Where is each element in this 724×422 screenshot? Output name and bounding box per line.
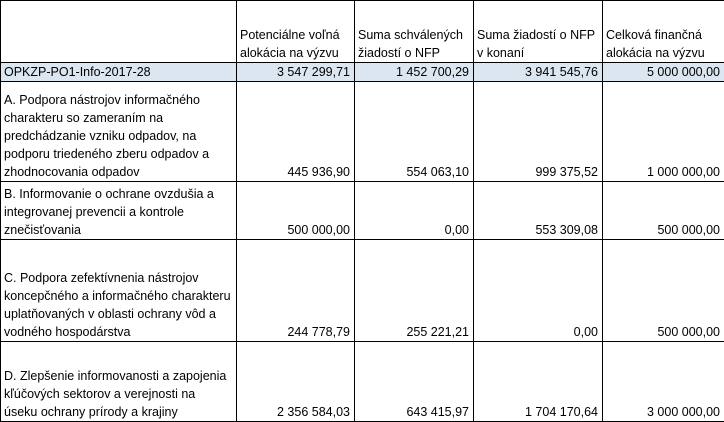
summary-total-allocation[interactable]: 5 000 000,00 [603,63,724,82]
row-label[interactable]: D. Zlepšenie informovanosti a zapojenia kľúčových sektorov a verejnosti na úseku ochrany prírody a krajiny [1,342,237,422]
row-total-allocation[interactable]: 500 000,00 [603,182,724,240]
row-total-allocation[interactable]: 1 000 000,00 [603,82,724,182]
summary-potential-allocation[interactable]: 3 547 299,71 [237,63,355,82]
row-potential-allocation[interactable]: 500 000,00 [237,182,355,240]
row-approved-sum[interactable]: 554 063,10 [355,82,474,182]
table-row [1,342,724,422]
header-pending-sum[interactable]: Suma žiadostí o NFP v konaní [474,1,603,63]
row-pending-sum[interactable]: 0,00 [474,240,603,342]
header-approved-sum[interactable]: Suma schválených žiadostí o NFP [355,1,474,63]
table-row [1,82,724,182]
row-label[interactable]: C. Podpora zefektívnenia nástrojov koncepčného a informačného charakteru uplatňovaných v oblasti ochrany vôd a vodného hospodárstva [1,240,237,342]
summary-approved-sum[interactable]: 1 452 700,29 [355,63,474,82]
row-approved-sum[interactable]: 643 415,97 [355,342,474,422]
row-total-allocation[interactable]: 3 000 000,00 [603,342,724,422]
header-total-allocation[interactable]: Celková finančná alokácia na výzvu [603,1,724,63]
row-label[interactable]: B. Informovanie o ochrane ovzdušia a integrovanej prevencii a kontrole znečisťovania [1,182,237,240]
summary-pending-sum[interactable]: 3 941 545,76 [474,63,603,82]
table-row [1,240,724,342]
row-approved-sum[interactable]: 255 221,21 [355,240,474,342]
row-pending-sum[interactable]: 1 704 170,64 [474,342,603,422]
row-approved-sum[interactable]: 0,00 [355,182,474,240]
row-label[interactable]: A. Podpora nástrojov informačného charakteru so zameraním na predchádzanie vzniku odpadov, na podporu triedeného zberu odpadov a zhodnocovania odpadov [1,82,237,182]
header-potential-allocation[interactable]: Potenciálne voľná alokácia na výzvu [237,1,355,63]
summary-row [1,63,724,82]
table-row [1,182,724,240]
row-potential-allocation[interactable]: 445 936,90 [237,82,355,182]
header-row [1,1,724,63]
row-pending-sum[interactable]: 553 309,08 [474,182,603,240]
row-pending-sum[interactable]: 999 375,52 [474,82,603,182]
summary-label[interactable]: OPKZP-PO1-Info-2017-28 [1,63,237,82]
row-total-allocation[interactable]: 500 000,00 [603,240,724,342]
header-corner-cell[interactable] [1,1,237,63]
row-potential-allocation[interactable]: 244 778,79 [237,240,355,342]
row-potential-allocation[interactable]: 2 356 584,03 [237,342,355,422]
